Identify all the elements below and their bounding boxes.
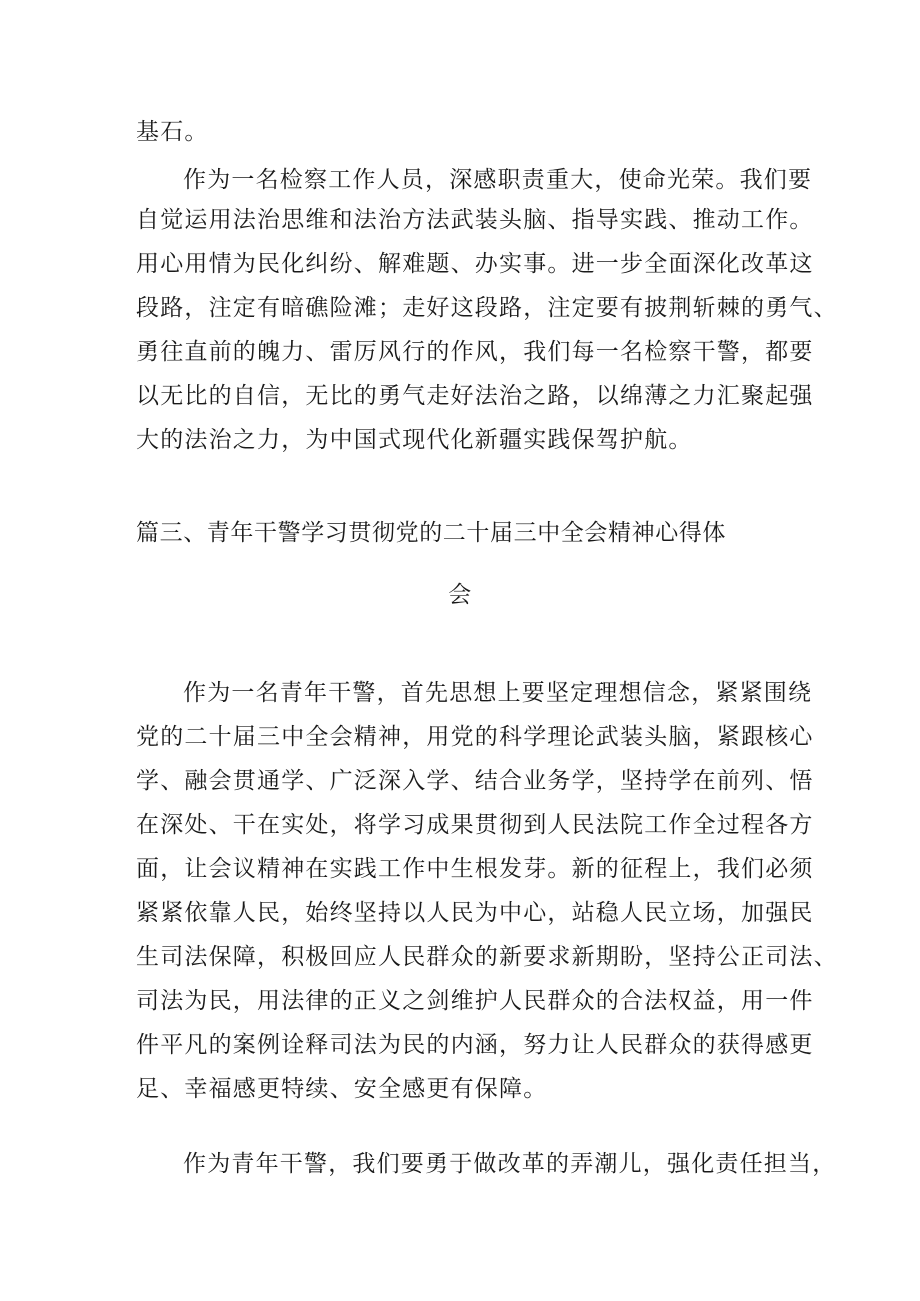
- paragraph-line: 学、融会贯通学、广泛深入学、结合业务学，坚持学在前列、悟: [136, 768, 814, 794]
- paragraph-line: 紧紧依靠人民，始终坚持以人民为中心，站稳人民立场，加强民: [136, 900, 814, 926]
- paragraph-line: 在深处、干在实处，将学习成果贯彻到人民法院工作全过程各方: [136, 812, 814, 838]
- paragraph-line: 生司法保障，积极回应人民群众的新要求新期盼，坚持公正司法、: [136, 944, 838, 970]
- paragraph-line: 勇往直前的魄力、雷厉风行的作风，我们每一名检察干警，都要: [136, 339, 814, 365]
- paragraph-line: 以无比的自信，无比的勇气走好法治之路，以绵薄之力汇聚起强: [136, 383, 814, 409]
- paragraph-line: 足、幸福感更特续、安全感更有保障。: [136, 1076, 548, 1102]
- paragraph-line: 大的法治之力，为中国式现代化新疆实践保驾护航。: [136, 427, 693, 453]
- paragraph-line: 作为青年干警，我们要勇于做改革的弄潮儿，强化责任担当，: [183, 1151, 837, 1177]
- paragraph-line: 面，让会议精神在实践工作中生根发芽。新的征程上，我们必须: [136, 856, 814, 882]
- paragraph-line: 作为一名青年干警，首先思想上要坚定理想信念，紧紧围绕: [183, 680, 813, 706]
- paragraph-line: 用心用情为民化纠纷、解难题、办实事。进一步全面深化改革这: [136, 251, 814, 277]
- paragraph-line: 作为一名检察工作人员，深感职责重大，使命光荣。我们要: [183, 167, 813, 193]
- section-heading-line: 会: [448, 582, 472, 608]
- section-heading-line: 篇三、青年干警学习贯彻党的二十届三中全会精神心得体: [136, 520, 726, 546]
- paragraph-tail-line: 基石。: [136, 119, 209, 145]
- paragraph-line: 段路，注定有暗礁险滩；走好这段路，注定要有披荆斩棘的勇气、: [136, 295, 838, 321]
- paragraph-line: 件平凡的案例诠释司法为民的内涵，努力让人民群众的获得感更: [136, 1032, 814, 1058]
- paragraph-line: 自觉运用法治思维和法治方法武装头脑、指导实践、推动工作。: [136, 207, 814, 233]
- paragraph-line: 司法为民，用法律的正义之剑维护人民群众的合法权益，用一件: [136, 988, 814, 1014]
- paragraph-line: 党的二十届三中全会精神，用党的科学理论武装头脑，紧跟核心: [136, 724, 814, 750]
